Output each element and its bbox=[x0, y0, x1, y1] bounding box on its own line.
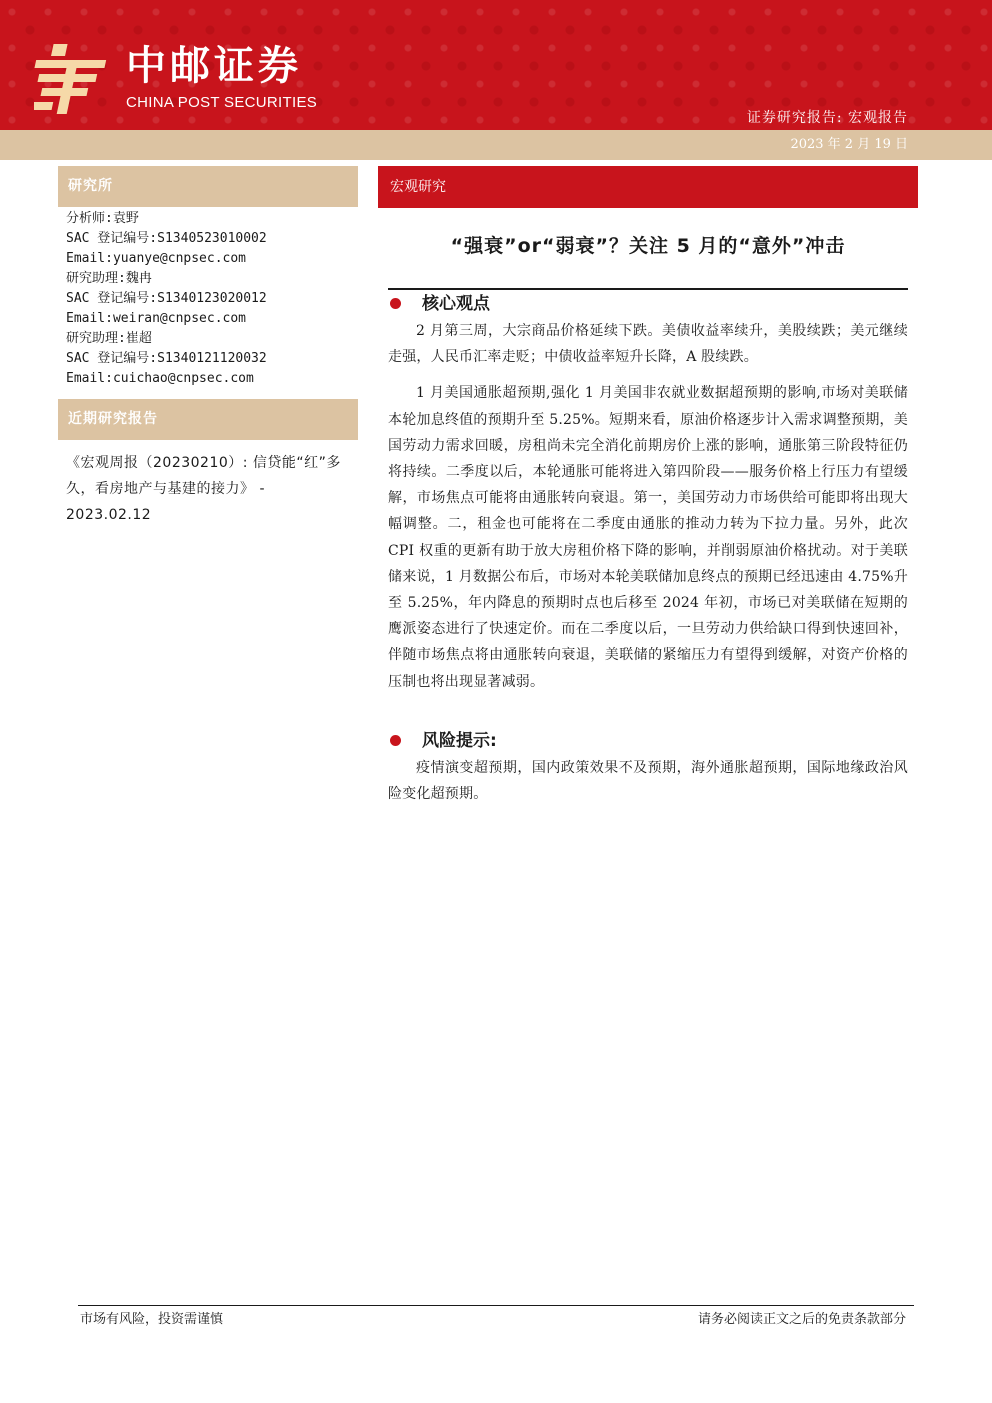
footer-disclaimer-note: 请务必阅读正文之后的免责条款部分 bbox=[697, 1312, 906, 1327]
date-band bbox=[0, 130, 992, 160]
risk-paragraph: 疫情演变超预期，国内政策效果不及预期，海外通胀超预期，国际地缘政治风险变化超预期。 bbox=[388, 759, 908, 803]
analyst-email[interactable]: Email:cuichao@cnpsec.com bbox=[66, 371, 254, 386]
main-content bbox=[378, 166, 918, 817]
bullet-dot-icon bbox=[390, 298, 401, 309]
bullet-dot-icon bbox=[390, 735, 401, 746]
analyst-line: SAC 登记编号:S1340523010002 bbox=[66, 231, 267, 246]
analyst-list bbox=[58, 207, 358, 393]
brand-name-en: CHINA POST SECURITIES bbox=[126, 94, 318, 111]
analyst-line: SAC 登记编号:S1340121120032 bbox=[66, 351, 267, 366]
footer-risk-note: 市场有风险，投资需谨慎 bbox=[80, 1312, 224, 1327]
analyst-email[interactable]: Email:weiran@cnpsec.com bbox=[66, 311, 247, 326]
analyst-email[interactable]: Email:yuanye@cnpsec.com bbox=[66, 251, 247, 266]
recent-reports-heading: 近期研究报告 bbox=[58, 399, 358, 440]
analyst-line: 研究助理:魏冉 bbox=[66, 271, 152, 286]
footer-divider bbox=[78, 1305, 914, 1306]
analyst-line: 研究助理:崔超 bbox=[66, 331, 152, 346]
report-date: 2023 年 2 月 19 日 bbox=[790, 137, 908, 152]
analyst-line: SAC 登记编号:S1340123020012 bbox=[66, 291, 267, 306]
china-post-logo-icon bbox=[34, 42, 112, 116]
brand-logo bbox=[34, 40, 354, 120]
report-type: 证券研究报告: 宏观报告 bbox=[746, 110, 908, 126]
brand-name-cn: 中邮证券 bbox=[126, 43, 302, 89]
report-title: “强衰”or“弱衰”？关注 5 月的“意外”冲击 bbox=[450, 235, 846, 257]
category-bar: 宏观研究 bbox=[378, 166, 918, 208]
risk-heading bbox=[388, 727, 908, 755]
institute-heading: 研究所 bbox=[58, 166, 358, 207]
section-title: 风险提示: bbox=[422, 730, 497, 751]
core-paragraph: 2 月第三周，大宗商品价格延续下跌。美债收益率续升，美股续跌；美元继续走强，人民币汇率走贬；中债收益率短升长降，A 股续跌。 bbox=[388, 323, 908, 366]
analyst-line: 分析师:袁野 bbox=[66, 211, 139, 226]
sidebar bbox=[58, 166, 358, 528]
recent-report-link[interactable]: 《宏观周报（20230210）: 信贷能“红”多久，看房地产与基建的接力》 - 2023.02.12 bbox=[66, 455, 341, 523]
core-views-heading bbox=[388, 288, 908, 318]
section-title: 核心观点 bbox=[422, 294, 490, 314]
header-banner bbox=[0, 0, 992, 130]
core-paragraph: 1 月美国通胀超预期,强化 1 月美国非农就业数据超预期的影响,市场对美联储本轮加息终值的预期升至 5.25%。短期来看，原油价格逐步计入需求调整预期，美国劳动力需求回暖，房租尚未完全消化前期房价上涨的影响，通胀第三阶段特征仍将持续。二季度以后，本轮通胀可能将进入第四阶段——服务价格上行压力有望缓解，市场焦点可能将由通胀转向衰退。第一，美国劳动力市场供给可能即将出现大幅调整。二，租金也可能将在二季度由通胀的推动力转为下拉力量。另外，此次 CPI 权重的更新有助于放大房租价格下降的影响，并削弱原油价格扰动。对于美联储来说，1 月数据公布后，市场对本轮美联储加息终点的预期已经迅速由 4.75%升至 5.25%，年内降息的预期时点也后移至 2024 年初，市场已对美联储在短期的鹰派姿态进行了快速定价。而在二季度以后，一旦劳动力供给缺口得到快速回补，伴随市场焦点将由通胀转向衰退，美联储的紧缩压力有望得到缓解，对资产价格的压制也将出现显著减弱。 bbox=[388, 385, 908, 690]
